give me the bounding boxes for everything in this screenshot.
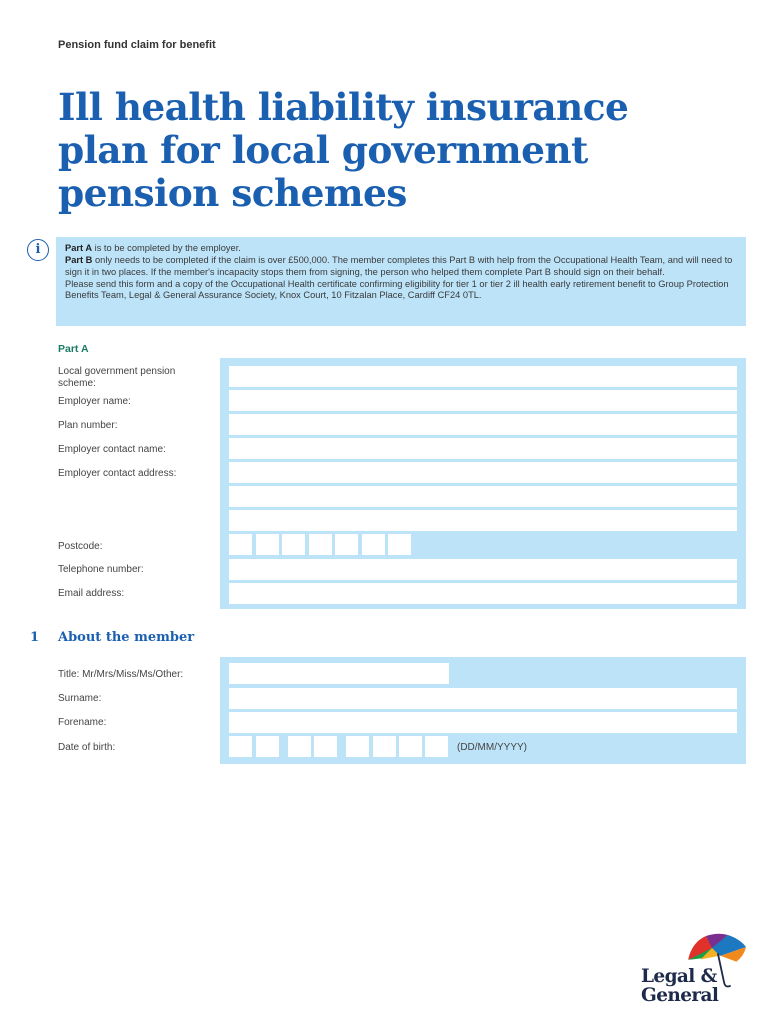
scheme-field[interactable] — [229, 366, 737, 387]
postcode-box-1[interactable] — [229, 534, 252, 555]
surname-field[interactable] — [229, 688, 737, 709]
postcode-box-5[interactable] — [335, 534, 358, 555]
member-title-label: Title: Mr/Mrs/Miss/Ms/Other: — [58, 669, 184, 680]
dob-year-box-3[interactable] — [399, 736, 422, 757]
part-a-label: Part A — [58, 343, 89, 355]
form-kicker: Pension fund claim for benefit — [58, 39, 216, 51]
employer-name-label: Employer name: — [58, 396, 131, 407]
info-paragraph-3: Please send this form and a copy of the Occupational Health certificate confirming eligibility for tier 1 or tier 2 ill health early retirement benefit to Group Protection Benefits Team, Legal & General Assurance Society, Knox Court, 10 Fitzalan Place, Cardiff CF24 0TL. — [65, 278, 729, 301]
brand-line-2: General — [641, 985, 719, 1006]
contact-address-line-1[interactable] — [229, 462, 737, 483]
contact-address-line-2[interactable] — [229, 486, 737, 507]
dob-format-hint: (DD/MM/YYYY) — [457, 742, 527, 753]
title-line-2: plan for local government — [58, 128, 588, 172]
scheme-label: Local government pension scheme: — [58, 366, 176, 389]
info-part-b-bold: Part B — [65, 255, 93, 266]
info-paragraph-1 — [65, 243, 737, 254]
email-label: Email address: — [58, 588, 125, 599]
contact-name-field[interactable] — [229, 438, 737, 459]
postcode-box-6[interactable] — [362, 534, 385, 555]
postcode-box-4[interactable] — [309, 534, 332, 555]
dob-day-box-1[interactable] — [229, 736, 252, 757]
info-part-a-bold: Part A — [65, 243, 93, 253]
postcode-box-3[interactable] — [282, 534, 305, 555]
brand-line-1: Legal & — [641, 966, 717, 987]
section-number: 1 — [30, 630, 40, 645]
info-panel — [56, 237, 746, 326]
info-icon: i — [27, 239, 49, 261]
contact-address-line-3[interactable] — [229, 510, 737, 531]
member-title-field[interactable] — [229, 663, 449, 684]
email-field[interactable] — [229, 583, 737, 604]
postcode-label: Postcode: — [58, 541, 103, 552]
contact-address-label: Employer contact address: — [58, 468, 177, 479]
title-line-3: pension schemes — [58, 171, 407, 215]
plan-number-label: Plan number: — [58, 420, 118, 431]
forename-label: Forename: — [58, 717, 107, 728]
dob-label: Date of birth: — [58, 742, 116, 753]
section-title: About the member — [58, 630, 195, 645]
dob-year-box-4[interactable] — [425, 736, 448, 757]
dob-year-box-1[interactable] — [346, 736, 369, 757]
dob-month-box-2[interactable] — [314, 736, 337, 757]
employer-name-field[interactable] — [229, 390, 737, 411]
info-paragraph-2 — [65, 255, 737, 278]
dob-year-box-2[interactable] — [373, 736, 396, 757]
forename-field[interactable] — [229, 712, 737, 733]
dob-day-box-2[interactable] — [256, 736, 279, 757]
postcode-box-7[interactable] — [388, 534, 411, 555]
brand-wordmark — [641, 967, 718, 1005]
page-title — [58, 86, 698, 215]
plan-number-field[interactable] — [229, 414, 737, 435]
telephone-field[interactable] — [229, 559, 737, 580]
dob-month-box-1[interactable] — [288, 736, 311, 757]
telephone-label: Telephone number: — [58, 564, 144, 575]
info-part-a-text: is to be completed by the employer. — [92, 243, 241, 253]
info-part-b-text: only needs to be completed if the claim is over £500,000. The member completes this Part B with help from the Occupational Health Team, and will need to sign it in two places. If the member's incapacity stops them from signing, the person who helped them complete Part B should sign on their behalf. — [65, 255, 733, 277]
title-line-1: Ill health liability insurance — [58, 85, 629, 129]
contact-name-label: Employer contact name: — [58, 444, 166, 455]
postcode-box-2[interactable] — [256, 534, 279, 555]
surname-label: Surname: — [58, 693, 102, 704]
